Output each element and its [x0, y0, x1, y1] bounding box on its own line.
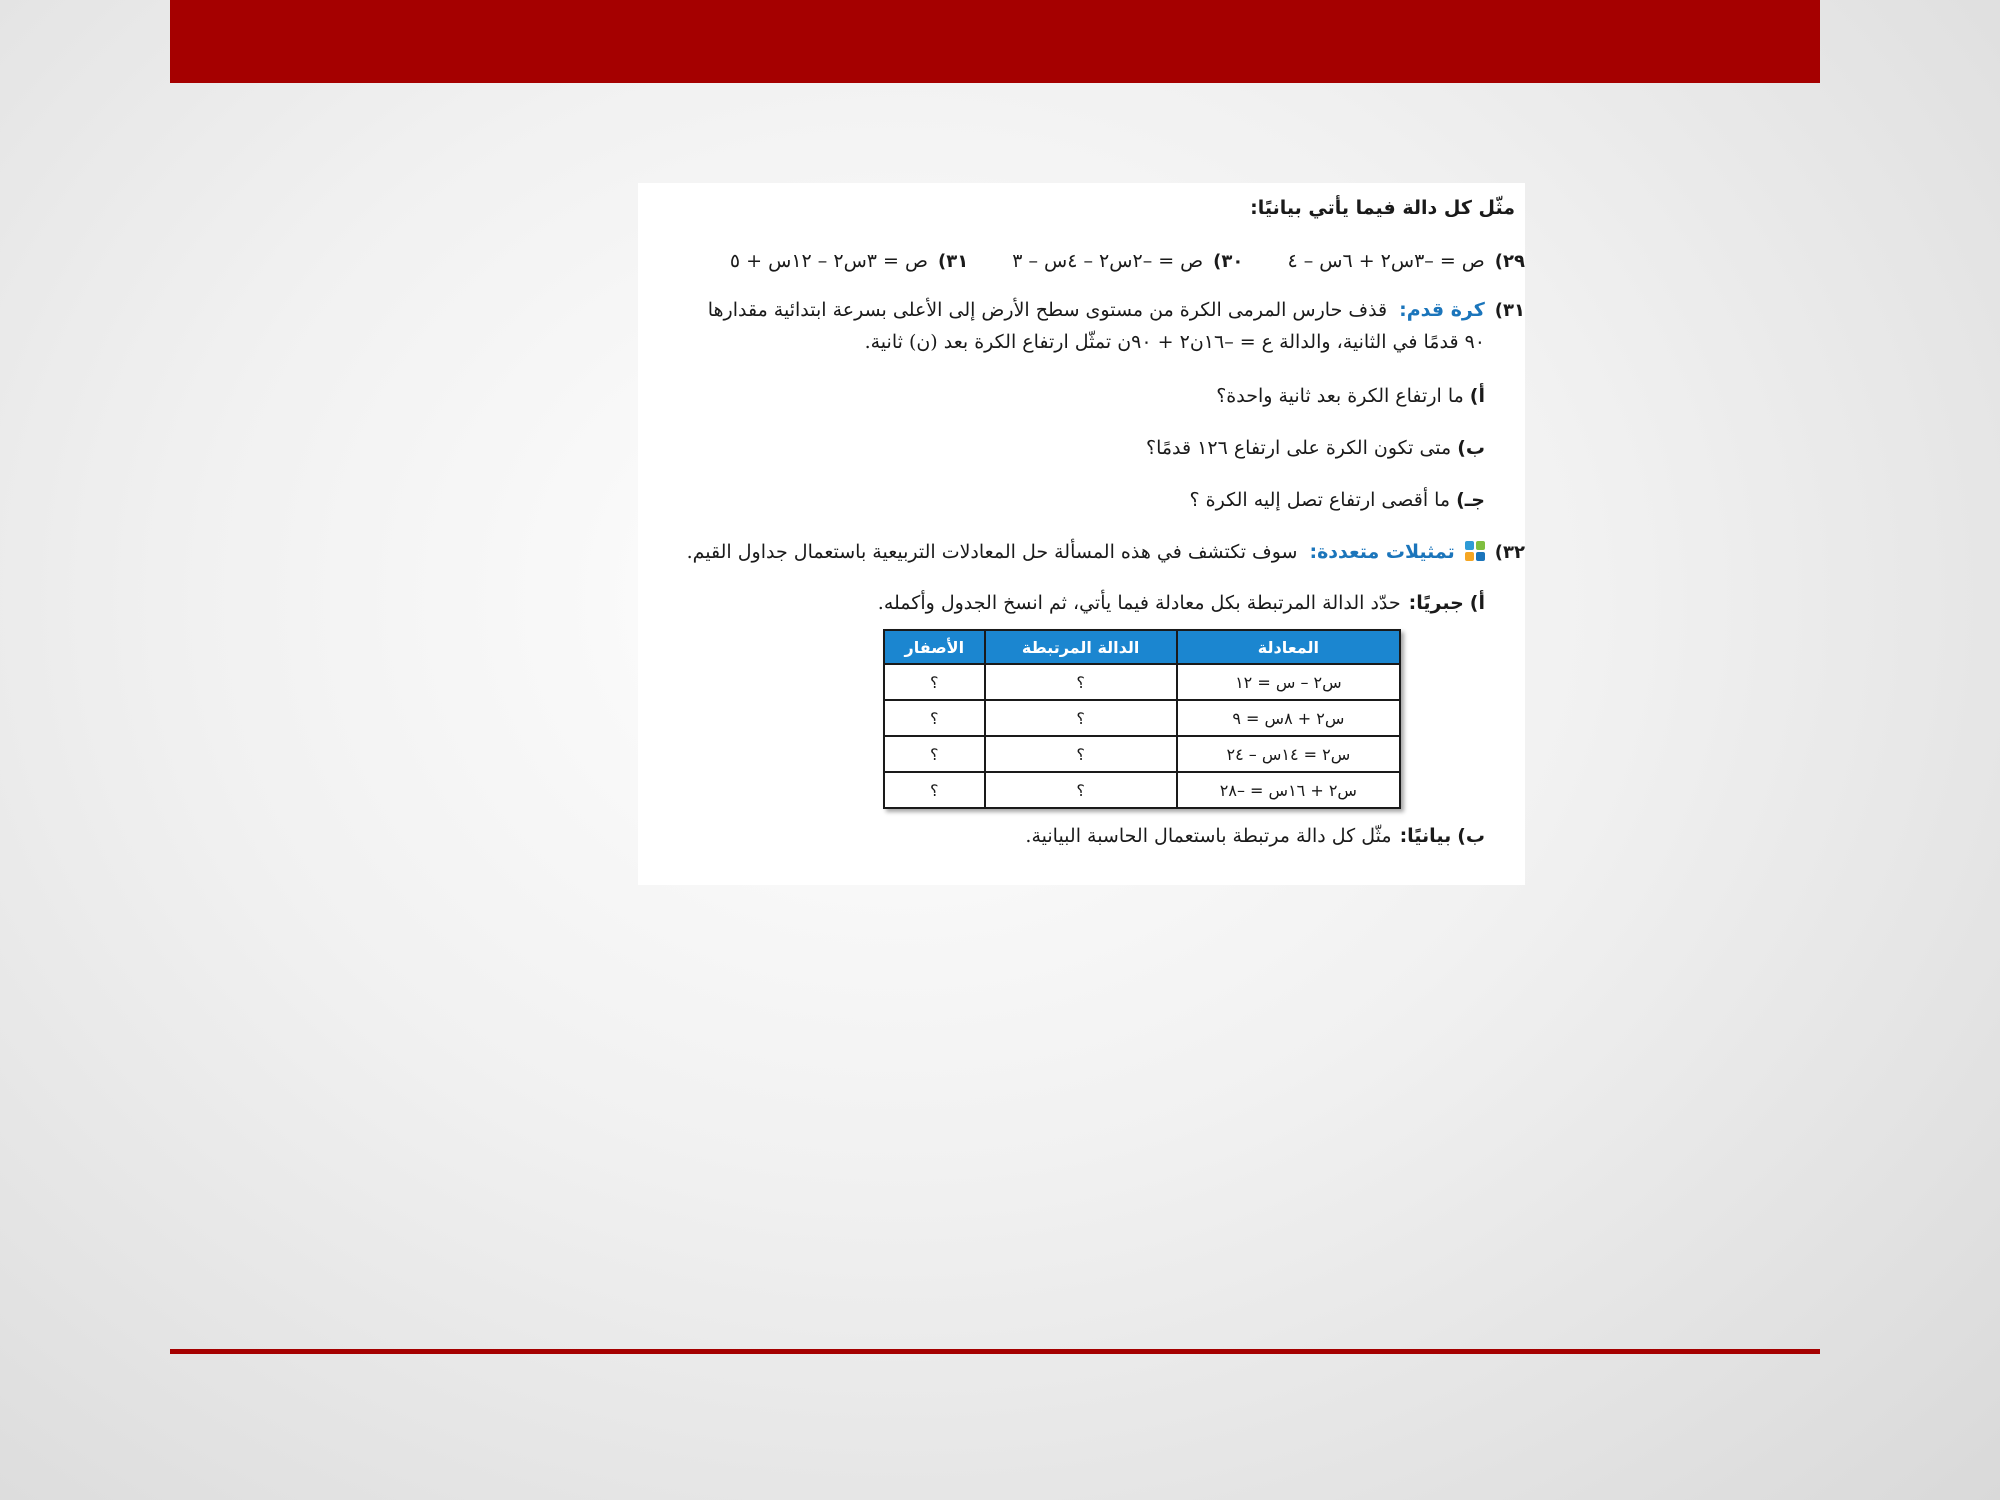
table-row [884, 700, 1400, 736]
header-equation: المعادلة [1177, 630, 1400, 664]
textbook-excerpt [638, 183, 1525, 885]
table-cell: ؟ [884, 700, 985, 736]
q32-line: ٣٢) تمثيلات متعددة:سوف تكتشف في هذه المسألة حل المعادلات التربيعية باستعمال جداول القيم. [686, 541, 1525, 563]
table-cell: س٢ – س = ١٢ [1177, 664, 1400, 700]
header-zeros: الأصفار [884, 630, 985, 664]
instruction-line: مثّل كل دالة فيما يأتي بيانيًا: [1250, 197, 1515, 219]
q31-part-a: أ)ما ارتفاع الكرة بعد ثانية واحدة؟ [1216, 385, 1485, 407]
header-related-function: الدالة المرتبطة [985, 630, 1177, 664]
table-cell: ؟ [985, 664, 1177, 700]
equation-31: ص = ٣س٢ – ١٢س + ٥ [729, 250, 928, 272]
table-row [884, 736, 1400, 772]
table-cell: س٢ + ١٦س = –٢٨ [1177, 772, 1400, 808]
table-cell: ؟ [985, 700, 1177, 736]
equations-line: ٢٩)ص = –٣س٢ + ٦س – ٤ ٣٠)ص = –٢س٢ – ٤س – ٣ ٣١)ص = ٣س٢ – ١٢س + ٥ [729, 250, 1525, 272]
table-cell: ؟ [985, 736, 1177, 772]
table-row [884, 772, 1400, 808]
multiple-representations-icon [1465, 541, 1485, 561]
slide-header-bar [170, 0, 1820, 83]
q31-line1: ٣١)كرة قدم:قذف حارس المرمى الكرة من مستوى سطح الأرض إلى الأعلى بسرعة ابتدائية مقدارها [707, 299, 1525, 321]
slide-footer-rule [170, 1349, 1820, 1354]
q31-part-c: جـ)ما أقصى ارتفاع تصل إليه الكرة ؟ [1189, 489, 1485, 511]
q32-label: تمثيلات متعددة: [1309, 541, 1455, 563]
table-cell: ؟ [884, 736, 985, 772]
table-header-row [884, 630, 1400, 664]
q32-part-a: أ)جبريًا:حدّد الدالة المرتبطة بكل معادلة فيما يأتي، ثم انسخ الجدول وأكمله. [877, 592, 1485, 614]
equation-30: ص = –٢س٢ – ٤س – ٣ [1012, 250, 1204, 272]
q32-part-b: ب)بيانيًا:مثّل كل دالة مرتبطة باستعمال الحاسبة البيانية. [1025, 825, 1485, 847]
table-cell: س٢ = ١٤س – ٢٤ [1177, 736, 1400, 772]
equations-table [883, 629, 1401, 809]
table-cell: ؟ [985, 772, 1177, 808]
equation-29: ص = –٣س٢ + ٦س – ٤ [1287, 250, 1485, 272]
q31-label: كرة قدم: [1399, 299, 1485, 321]
table-cell: س٢ + ٨س = ٩ [1177, 700, 1400, 736]
q31-line2: ٩٠ قدمًا في الثانية، والدالة ع = –١٦ن٢ + ٩٠ن تمثّل ارتفاع الكرة بعد (ن) ثانية. [864, 331, 1485, 353]
table-row [884, 664, 1400, 700]
table-cell: ؟ [884, 664, 985, 700]
q31-part-b: ب)متى تكون الكرة على ارتفاع ١٢٦ قدمًا؟ [1146, 437, 1485, 459]
table-cell: ؟ [884, 772, 985, 808]
